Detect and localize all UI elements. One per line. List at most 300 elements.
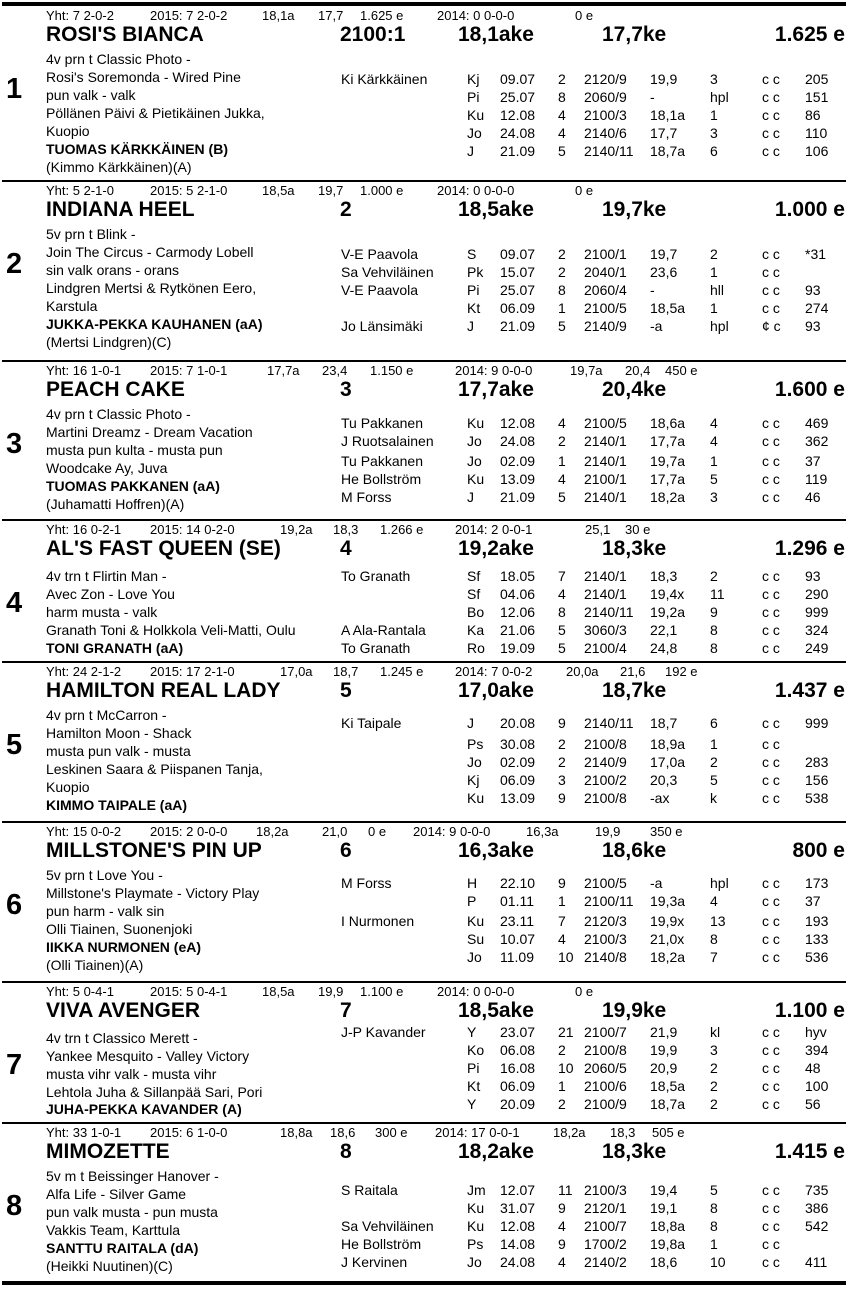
- stats-header-item: 18,3: [333, 522, 359, 537]
- start-n: 1: [558, 1078, 566, 1094]
- record-auto: 18,1ake: [458, 23, 534, 46]
- start-tm: 19,7: [650, 246, 678, 262]
- start-tm: 19,3a: [650, 893, 686, 909]
- horse-name: HAMILTON REAL LADY: [46, 679, 281, 702]
- start-dt: 19.09: [500, 640, 536, 656]
- pedigree-line: pun valk musta - pun musta: [46, 1204, 218, 1220]
- start-tm: 19,9: [650, 71, 678, 87]
- start-n: 7: [558, 568, 566, 584]
- start-dt: 12.06: [500, 604, 536, 620]
- stats-header-item: 1.000 e: [360, 183, 404, 198]
- stats-header-item: 19,9: [318, 984, 344, 999]
- start-s: c c: [762, 1182, 780, 1198]
- start-r: 2140/11: [584, 715, 634, 731]
- start-s: c c: [762, 471, 780, 487]
- total-earnings: 1.625 e: [774, 23, 845, 46]
- horse-name: MILLSTONE'S PIN UP: [46, 839, 262, 862]
- start-number: 8: [6, 1190, 23, 1222]
- start-tm: 21,9: [650, 1024, 678, 1040]
- start-dt: 24.08: [500, 433, 536, 449]
- start-o: 735: [805, 1182, 829, 1198]
- start-tr: Jo: [467, 1254, 482, 1270]
- total-earnings: 1.000 e: [774, 198, 845, 221]
- start-s: c c: [762, 640, 780, 656]
- track-position: 7: [340, 999, 352, 1022]
- start-p: 1: [710, 1236, 718, 1252]
- driver-name: SANTTU RAITALA (dA): [46, 1240, 199, 1256]
- start-tm: 18,2a: [650, 489, 686, 505]
- track-position: 3: [340, 378, 352, 401]
- start-o: 100: [805, 1078, 829, 1094]
- trainer-name: (Heikki Nuutinen)(C): [46, 1258, 173, 1274]
- start-o: 193: [805, 913, 829, 929]
- pedigree-line: Leskinen Saara & Piispanen Tanja,: [46, 761, 263, 777]
- start-o: *31: [805, 246, 827, 262]
- pedigree-line: 4v prn t McCarron -: [46, 707, 167, 723]
- track-position: 6: [340, 839, 352, 862]
- start-tm: 23,6: [650, 264, 678, 280]
- start-p: hpl: [710, 318, 729, 334]
- start-p: 1: [710, 300, 718, 316]
- start-p: hpl: [710, 89, 729, 105]
- start-n: 9: [558, 715, 566, 731]
- start-n: 4: [558, 1254, 566, 1270]
- start-tr: Sf: [467, 586, 481, 602]
- record-volt: 17,7ke: [602, 23, 667, 46]
- start-dt: 02.09: [500, 754, 536, 770]
- pedigree-line: Pöllänen Päivi & Pietikäinen Jukka,: [46, 105, 265, 121]
- start-tr: Jo: [467, 433, 482, 449]
- start-s: c c: [762, 736, 780, 752]
- start-n: 8: [558, 282, 566, 298]
- record-auto: 17,7ake: [458, 378, 534, 401]
- start-tm: 18,8a: [650, 1218, 686, 1234]
- start-o: 469: [805, 415, 829, 431]
- start-r: 2120/3: [584, 913, 627, 929]
- start-d: J Ruotsalainen: [341, 433, 434, 449]
- start-o: 542: [805, 1218, 829, 1234]
- start-r: 2060/5: [584, 1060, 627, 1076]
- trainer-name: (Mertsi Lindgren)(C): [46, 334, 172, 350]
- start-d: Sa Vehviläinen: [341, 264, 434, 280]
- start-r: 2140/11: [584, 143, 634, 159]
- start-tr: Pi: [467, 89, 480, 105]
- start-r: 2140/1: [584, 568, 627, 584]
- start-tr: Su: [467, 931, 485, 947]
- start-o: 93: [805, 318, 821, 334]
- start-o: 274: [805, 300, 829, 316]
- start-tr: Kj: [467, 772, 480, 788]
- start-n: 2: [558, 1042, 566, 1058]
- start-tr: J: [467, 489, 474, 505]
- start-d: S Raitala: [341, 1182, 398, 1198]
- start-n: 5: [558, 318, 566, 334]
- stats-header-item: 300 e: [375, 1125, 408, 1140]
- pedigree-line: pun valk - valk: [46, 87, 136, 103]
- record-auto: 19,2ake: [458, 537, 534, 560]
- start-o: 411: [805, 1254, 828, 1270]
- start-d: He Bollström: [341, 1236, 422, 1252]
- start-dt: 11.09: [500, 949, 534, 965]
- start-tr: Ka: [467, 622, 485, 638]
- start-o: 133: [805, 931, 829, 947]
- start-dt: 18.05: [500, 568, 536, 584]
- stats-header-item: 1.150 e: [370, 363, 414, 378]
- start-tm: 19,1: [650, 1200, 678, 1216]
- start-tr: J: [467, 143, 474, 159]
- bottom-rule: [2, 1281, 846, 1285]
- start-s: c c: [762, 949, 780, 965]
- start-dt: 20.09: [500, 1096, 536, 1112]
- start-tr: Pi: [467, 282, 480, 298]
- start-s: c c: [762, 1236, 780, 1252]
- record-auto: 17,0ake: [458, 679, 534, 702]
- stats-header-item: Yht: 16 0-2-1: [46, 522, 122, 537]
- start-p: 8: [710, 1218, 718, 1234]
- start-o: 538: [805, 790, 829, 806]
- start-d: M Forss: [341, 489, 392, 505]
- start-tr: Pi: [467, 1060, 480, 1076]
- stats-header-item: 18,6: [330, 1125, 356, 1140]
- start-r: 2060/9: [584, 89, 627, 105]
- start-s: c c: [762, 1254, 780, 1270]
- start-r: 2100/9: [584, 1096, 627, 1112]
- start-dt: 06.09: [500, 772, 536, 788]
- start-tm: 19,4: [650, 1182, 678, 1198]
- start-n: 8: [558, 89, 566, 105]
- start-r: 2040/1: [584, 264, 627, 280]
- pedigree-line: Avec Zon - Love You: [46, 586, 175, 602]
- start-s: c c: [762, 489, 780, 505]
- start-s: c c: [762, 1078, 780, 1094]
- start-d: Tu Pakkanen: [341, 453, 423, 469]
- total-earnings: 1.415 e: [774, 1140, 845, 1163]
- horse-name: PEACH CAKE: [46, 378, 185, 401]
- start-tr: Ps: [467, 1236, 484, 1252]
- start-s: c c: [762, 415, 780, 431]
- total-earnings: 1.437 e: [774, 679, 845, 702]
- start-dt: 14.08: [500, 1236, 536, 1252]
- start-number: 5: [6, 729, 23, 761]
- stats-header-item: 19,9: [595, 824, 621, 839]
- start-o: 156: [805, 772, 829, 788]
- start-tr: Jo: [467, 453, 482, 469]
- start-n: 4: [558, 586, 566, 602]
- start-tr: H: [467, 875, 478, 891]
- start-d: He Bollström: [341, 471, 422, 487]
- start-o: 536: [805, 949, 829, 965]
- start-n: 5: [558, 489, 566, 505]
- start-r: 2140/9: [584, 754, 627, 770]
- start-o: 37: [805, 453, 821, 469]
- stats-header-item: 25,1: [585, 522, 611, 537]
- start-tr: Kt: [467, 300, 481, 316]
- start-tm: 18,7a: [650, 1096, 686, 1112]
- start-o: 93: [805, 282, 821, 298]
- stats-header-item: Yht: 7 2-0-2: [46, 8, 114, 23]
- stats-header-item: 2014: 0 0-0-0: [437, 8, 515, 23]
- pedigree-line: Millstone's Playmate - Victory Play: [46, 885, 260, 901]
- stats-header-item: 2014: 2 0-0-1: [455, 522, 533, 537]
- horse-name: INDIANA HEEL: [46, 198, 195, 221]
- start-d: J Kervinen: [341, 1254, 408, 1270]
- record-auto: 16,3ake: [458, 839, 534, 862]
- stats-header-item: 0 e: [575, 183, 594, 198]
- stats-header-item: 1.266 e: [380, 522, 424, 537]
- start-dt: 02.09: [500, 453, 536, 469]
- start-p: 3: [710, 489, 718, 505]
- start-r: 2060/4: [584, 282, 627, 298]
- pedigree-line: Olli Tiainen, Suonenjoki: [46, 921, 193, 937]
- start-tm: 17,7: [650, 125, 678, 141]
- start-p: 4: [710, 415, 718, 431]
- start-tr: Jo: [467, 125, 482, 141]
- pedigree-line: Lehtola Juha & Sillanpää Sari, Pori: [46, 1084, 263, 1100]
- start-p: 3: [710, 1042, 718, 1058]
- stats-header-item: 2015: 17 2-1-0: [150, 664, 235, 679]
- start-dt: 23.11: [500, 913, 534, 929]
- pedigree-line: harm musta - valk: [46, 604, 158, 620]
- stats-header-item: 0 e: [575, 8, 594, 23]
- start-p: 2: [710, 568, 718, 584]
- pedigree-line: 5v prn t Love You -: [46, 867, 163, 883]
- start-d: V-E Paavola: [341, 246, 419, 262]
- start-n: 10: [558, 1060, 574, 1076]
- start-dt: 13.09: [500, 471, 536, 487]
- start-o: 249: [805, 640, 829, 656]
- stats-header-item: 18,8a: [280, 1125, 313, 1140]
- start-p: 8: [710, 1200, 718, 1216]
- start-n: 4: [558, 415, 566, 431]
- start-o: 37: [805, 893, 821, 909]
- start-s: c c: [762, 913, 780, 929]
- start-p: hll: [710, 282, 725, 298]
- start-r: 2120/9: [584, 71, 627, 87]
- track-position: 2: [340, 198, 352, 221]
- record-auto: 18,5ake: [458, 999, 534, 1022]
- start-p: 2: [710, 246, 718, 262]
- start-n: 21: [558, 1024, 574, 1040]
- start-o: 93: [805, 568, 821, 584]
- start-n: 2: [558, 1096, 566, 1112]
- start-r: 2140/9: [584, 318, 627, 334]
- start-dt: 12.08: [500, 1218, 536, 1234]
- start-d: V-E Paavola: [341, 282, 419, 298]
- start-p: 5: [710, 772, 718, 788]
- stats-header-item: Yht: 16 1-0-1: [46, 363, 122, 378]
- start-p: 1: [710, 264, 718, 280]
- start-n: 2: [558, 433, 566, 449]
- record-volt: 18,3ke: [602, 537, 667, 560]
- start-o: 205: [805, 71, 829, 87]
- start-n: 1: [558, 300, 566, 316]
- start-dt: 25.07: [500, 89, 536, 105]
- start-s: c c: [762, 125, 780, 141]
- pedigree-line: Rosi's Soremonda - Wired Pine: [46, 69, 241, 85]
- start-tr: J: [467, 318, 474, 334]
- start-o: 106: [805, 143, 829, 159]
- start-d: To Granath: [341, 640, 411, 656]
- record-volt: 18,6ke: [602, 839, 667, 862]
- start-tm: 19,2a: [650, 604, 686, 620]
- start-o: 173: [805, 875, 829, 891]
- stats-header-item: 1.100 e: [360, 984, 404, 999]
- start-n: 2: [558, 736, 566, 752]
- start-s: c c: [762, 433, 780, 449]
- start-dt: 15.07: [500, 264, 536, 280]
- start-r: 2140/1: [584, 586, 627, 602]
- start-o: 46: [805, 489, 821, 505]
- start-tm: 22,1: [650, 622, 678, 638]
- start-dt: 21.06: [500, 622, 536, 638]
- start-tm: 18,7a: [650, 143, 686, 159]
- stats-header-item: 16,3a: [526, 824, 559, 839]
- stats-header-item: 18,1a: [262, 8, 295, 23]
- start-p: 1: [710, 453, 718, 469]
- start-n: 1: [558, 893, 566, 909]
- start-tm: -a: [650, 318, 663, 334]
- start-dt: 21.09: [500, 489, 536, 505]
- stats-header-item: 2014: 9 0-0-0: [413, 824, 491, 839]
- pedigree-line: Martini Dreamz - Dream Vacation: [46, 424, 253, 440]
- start-r: 2100/3: [584, 1182, 627, 1198]
- start-number: 3: [6, 428, 23, 460]
- start-s: c c: [762, 246, 780, 262]
- start-tm: 19,9: [650, 1042, 678, 1058]
- start-tr: Ku: [467, 415, 485, 431]
- start-tr: Kj: [467, 71, 480, 87]
- start-tr: Pk: [467, 264, 484, 280]
- start-tm: 18,1a: [650, 107, 686, 123]
- stats-header-item: 0 e: [368, 824, 387, 839]
- start-s: c c: [762, 1096, 780, 1112]
- start-s: c c: [762, 568, 780, 584]
- stats-header-item: 1.625 e: [360, 8, 404, 23]
- start-n: 9: [558, 875, 566, 891]
- start-p: 8: [710, 622, 718, 638]
- driver-name: TUOMAS PAKKANEN (aA): [46, 478, 220, 494]
- pedigree-line: musta pun kulta - musta pun: [46, 442, 223, 458]
- start-tm: 21,0x: [650, 931, 685, 947]
- start-tm: 19,4x: [650, 586, 685, 602]
- start-r: 2140/11: [584, 604, 634, 620]
- start-r: 2120/1: [584, 1200, 627, 1216]
- horse-entry: [0, 823, 849, 983]
- start-tm: -: [650, 89, 655, 105]
- start-o: 290: [805, 586, 829, 602]
- start-n: 9: [558, 1236, 566, 1252]
- start-d: I Nurmonen: [341, 913, 415, 929]
- track-position: 2100:1: [340, 23, 406, 46]
- stats-header-item: 2014: 0 0-0-0: [437, 984, 515, 999]
- start-r: 2140/6: [584, 125, 627, 141]
- start-s: c c: [762, 264, 780, 280]
- start-s: c c: [762, 107, 780, 123]
- start-r: 2100/7: [584, 1218, 627, 1234]
- pedigree-line: 5v m t Beissinger Hanover -: [46, 1168, 219, 1184]
- start-d: A Ala-Rantala: [341, 622, 426, 638]
- start-s: c c: [762, 1024, 780, 1040]
- start-tr: Ku: [467, 471, 485, 487]
- stats-header-item: 2015: 7 2-0-2: [150, 8, 228, 23]
- horse-name: ROSI'S BIANCA: [46, 23, 204, 46]
- start-tr: Sf: [467, 568, 481, 584]
- start-n: 1: [558, 453, 566, 469]
- start-r: 2140/1: [584, 489, 627, 505]
- start-tm: 17,7a: [650, 433, 686, 449]
- start-tr: Ro: [467, 640, 485, 656]
- track-position: 4: [340, 537, 352, 560]
- start-p: 6: [710, 715, 718, 731]
- start-n: 10: [558, 949, 574, 965]
- start-dt: 24.08: [500, 1254, 536, 1270]
- start-dt: 25.07: [500, 282, 536, 298]
- record-auto: 18,2ake: [458, 1140, 534, 1163]
- driver-name: TONI GRANATH (aA): [46, 640, 184, 656]
- start-tm: 17,0a: [650, 754, 686, 770]
- start-n: 5: [558, 143, 566, 159]
- start-n: 4: [558, 107, 566, 123]
- start-tm: -ax: [650, 790, 670, 806]
- start-o: 119: [805, 471, 828, 487]
- stats-header-item: 2014: 17 0-0-1: [435, 1125, 520, 1140]
- horse-entry: [0, 1124, 849, 1281]
- start-p: 2: [710, 1060, 718, 1076]
- stats-header-item: 18,2a: [553, 1125, 586, 1140]
- start-d: Sa Vehviläinen: [341, 1218, 434, 1234]
- stats-header-item: 2015: 7 1-0-1: [150, 363, 228, 378]
- driver-name: TUOMAS KÄRKKÄINEN (B): [46, 141, 228, 157]
- start-dt: 09.07: [500, 246, 536, 262]
- top-rule: [2, 2, 846, 6]
- driver-name: JUKKA-PEKKA KAUHANEN (aA): [46, 316, 263, 332]
- horse-name: AL'S FAST QUEEN (SE): [46, 537, 281, 560]
- start-r: 2100/11: [584, 893, 634, 909]
- start-dt: 06.09: [500, 300, 536, 316]
- trainer-name: (Kimmo Kärkkäinen)(A): [46, 159, 192, 175]
- start-s: c c: [762, 1218, 780, 1234]
- start-s: c c: [762, 604, 780, 620]
- start-o: 999: [805, 604, 829, 620]
- start-tr: S: [467, 246, 477, 262]
- start-p: 8: [710, 640, 718, 656]
- start-p: k: [710, 790, 717, 806]
- stats-header-item: 450 e: [665, 363, 698, 378]
- start-dt: 21.09: [500, 318, 536, 334]
- start-o: 86: [805, 107, 821, 123]
- start-p: 3: [710, 125, 718, 141]
- pedigree-line: pun harm - valk sin: [46, 903, 165, 919]
- start-dt: 12.07: [500, 1182, 536, 1198]
- start-p: 2: [710, 1096, 718, 1112]
- total-earnings: 1.100 e: [774, 999, 845, 1022]
- stats-header-item: 505 e: [652, 1125, 685, 1140]
- start-tm: 18,9a: [650, 736, 686, 752]
- start-p: 5: [710, 471, 718, 487]
- pedigree-line: musta vihr valk - musta vihr: [46, 1066, 217, 1082]
- start-s: c c: [762, 300, 780, 316]
- start-s: c c: [762, 754, 780, 770]
- pedigree-line: Hamilton Moon - Shack: [46, 725, 192, 741]
- start-dt: 12.08: [500, 107, 536, 123]
- start-number: 2: [6, 248, 23, 280]
- start-dt: 10.07: [500, 931, 536, 947]
- pedigree-line: 4v trn t Classico Merett -: [46, 1030, 198, 1046]
- start-tr: Ku: [467, 1218, 485, 1234]
- start-n: 4: [558, 125, 566, 141]
- start-p: 3: [710, 71, 718, 87]
- pedigree-line: 4v trn t Flirtin Man -: [46, 568, 167, 584]
